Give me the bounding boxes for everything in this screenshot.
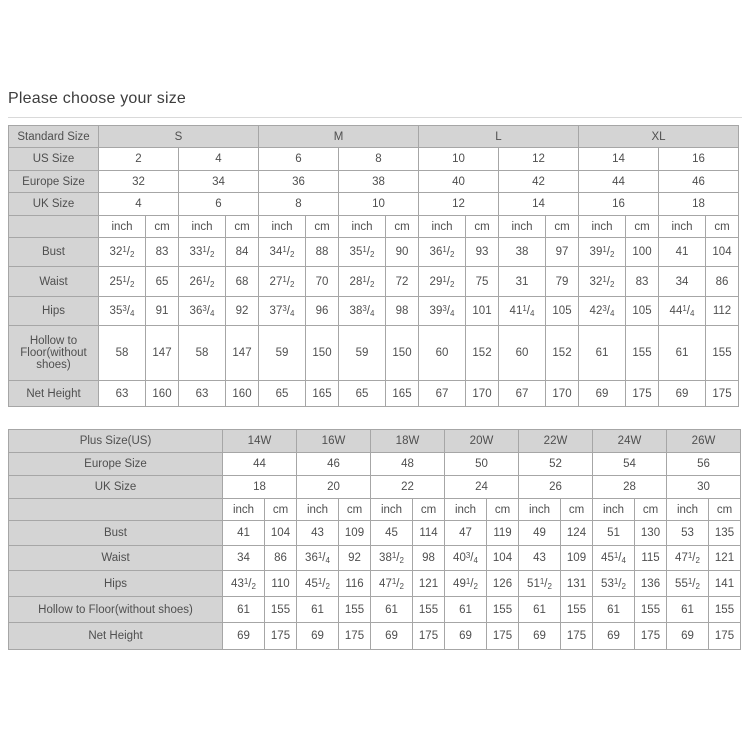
unit-cell: inch <box>259 216 306 238</box>
measurement-cell: 121 <box>709 546 741 571</box>
measurement-cell: 60 <box>499 326 546 381</box>
measurement-cell: 63 <box>99 381 146 407</box>
size-value-cell: 36 <box>259 171 339 193</box>
measurement-cell: 105 <box>546 297 579 326</box>
measurement-cell: 69 <box>223 623 265 650</box>
measurement-cell: 93 <box>466 238 499 267</box>
size-value-cell: 8 <box>339 148 419 171</box>
measurement-cell: 61 <box>659 326 706 381</box>
row-label: Hips <box>9 297 99 326</box>
measurement-cell: 63 <box>179 381 226 407</box>
size-group-cell: 26W <box>667 430 741 453</box>
measurement-cell: $28^1/_2$ <box>339 267 386 297</box>
measurement-cell: 175 <box>339 623 371 650</box>
unit-cell: cm <box>487 499 519 521</box>
unit-cell: cm <box>339 499 371 521</box>
measurement-cell: 91 <box>146 297 179 326</box>
unit-cell: cm <box>413 499 445 521</box>
measurement-cell: $45^1/_4$ <box>593 546 635 571</box>
size-value-cell: 24 <box>445 476 519 499</box>
measurement-cell: 104 <box>706 238 739 267</box>
unit-cell: inch <box>223 499 265 521</box>
size-value-cell: 44 <box>579 171 659 193</box>
size-value-cell: 12 <box>419 193 499 216</box>
measurement-cell: 98 <box>413 546 445 571</box>
measurement-cell: $35^1/_2$ <box>339 238 386 267</box>
measurement-cell: 115 <box>635 546 667 571</box>
size-value-cell: 14 <box>499 193 579 216</box>
size-group-cell: 18W <box>371 430 445 453</box>
measurement-cell: $47^1/_2$ <box>667 546 709 571</box>
row-label: Waist <box>9 267 99 297</box>
measurement-cell: 114 <box>413 521 445 546</box>
measurement-cell: 152 <box>546 326 579 381</box>
measurement-cell: $47^1/_2$ <box>371 571 413 597</box>
measurement-row <box>9 297 739 326</box>
measurement-cell: 60 <box>419 326 466 381</box>
unit-cell: inch <box>339 216 386 238</box>
measurement-cell: 51 <box>593 521 635 546</box>
unit-cell: inch <box>179 216 226 238</box>
measurement-cell: 53 <box>667 521 709 546</box>
unit-cell: inch <box>419 216 466 238</box>
measurement-cell: 65 <box>339 381 386 407</box>
measurement-cell: $51^1/_2$ <box>519 571 561 597</box>
measurement-row <box>9 546 741 571</box>
measurement-cell: 58 <box>99 326 146 381</box>
measurement-cell: 79 <box>546 267 579 297</box>
size-value-cell: 6 <box>179 193 259 216</box>
measurement-cell: 104 <box>265 521 297 546</box>
row-label: Bust <box>9 521 223 546</box>
size-value-cell: 18 <box>659 193 739 216</box>
measurement-cell: 155 <box>487 597 519 623</box>
measurement-cell: 170 <box>546 381 579 407</box>
measurement-cell: 109 <box>339 521 371 546</box>
size-value-cell: 16 <box>659 148 739 171</box>
row-label: Hollow to Floor(without shoes) <box>9 597 223 623</box>
measurement-cell: 84 <box>226 238 259 267</box>
measurement-cell: 69 <box>297 623 339 650</box>
size-row <box>9 148 739 171</box>
measurement-cell: $49^1/_2$ <box>445 571 487 597</box>
measurement-row <box>9 571 741 597</box>
size-value-cell: 52 <box>519 453 593 476</box>
measurement-cell: $39^3/_4$ <box>419 297 466 326</box>
measurement-cell: 136 <box>635 571 667 597</box>
measurement-cell: 97 <box>546 238 579 267</box>
size-value-cell: 28 <box>593 476 667 499</box>
measurement-cell: 68 <box>226 267 259 297</box>
size-group-cell: 20W <box>445 430 519 453</box>
measurement-cell: 109 <box>561 546 593 571</box>
row-label: Waist <box>9 546 223 571</box>
row-label: Plus Size(US) <box>9 430 223 453</box>
size-value-cell: 10 <box>339 193 419 216</box>
size-value-cell: 46 <box>297 453 371 476</box>
title-divider <box>8 117 742 118</box>
measurement-cell: 69 <box>659 381 706 407</box>
measurement-cell: $25^1/_2$ <box>99 267 146 297</box>
row-label: UK Size <box>9 476 223 499</box>
measurement-cell: 34 <box>659 267 706 297</box>
size-value-cell: 46 <box>659 171 739 193</box>
measurement-cell: 126 <box>487 571 519 597</box>
measurement-row <box>9 238 739 267</box>
row-label: UK Size <box>9 193 99 216</box>
row-label: Bust <box>9 238 99 267</box>
measurement-cell: 155 <box>706 326 739 381</box>
size-group-cell: XL <box>579 126 739 148</box>
measurement-cell: 155 <box>626 326 659 381</box>
measurement-cell: 141 <box>709 571 741 597</box>
measurement-cell: 43 <box>297 521 339 546</box>
size-value-cell: 10 <box>419 148 499 171</box>
measurement-cell: 38 <box>499 238 546 267</box>
unit-cell: cm <box>561 499 593 521</box>
measurement-cell: 69 <box>579 381 626 407</box>
unit-cell: inch <box>445 499 487 521</box>
measurement-cell: 101 <box>466 297 499 326</box>
measurement-cell: 175 <box>709 623 741 650</box>
size-value-cell: 48 <box>371 453 445 476</box>
measurement-cell: $43^1/_2$ <box>223 571 265 597</box>
unit-cell: inch <box>297 499 339 521</box>
size-value-cell: 50 <box>445 453 519 476</box>
measurement-cell: 160 <box>146 381 179 407</box>
measurement-cell: 116 <box>339 571 371 597</box>
measurement-cell: $45^1/_2$ <box>297 571 339 597</box>
unit-cell: cm <box>306 216 339 238</box>
measurement-row <box>9 623 741 650</box>
measurement-cell: 147 <box>226 326 259 381</box>
unit-cell: inch <box>579 216 626 238</box>
measurement-cell: 61 <box>371 597 413 623</box>
size-group-cell: L <box>419 126 579 148</box>
measurement-cell: 150 <box>386 326 419 381</box>
unit-cell: inch <box>519 499 561 521</box>
size-value-cell: 32 <box>99 171 179 193</box>
measurement-cell: $38^1/_2$ <box>371 546 413 571</box>
measurement-cell: 65 <box>259 381 306 407</box>
measurement-cell: $36^1/_2$ <box>419 238 466 267</box>
measurement-row <box>9 381 739 407</box>
measurement-cell: $42^3/_4$ <box>579 297 626 326</box>
row-label: Hips <box>9 571 223 597</box>
measurement-cell: 69 <box>519 623 561 650</box>
measurement-cell: 175 <box>487 623 519 650</box>
size-group-header-row <box>9 430 741 453</box>
size-value-cell: 20 <box>297 476 371 499</box>
measurement-cell: 88 <box>306 238 339 267</box>
unit-row <box>9 499 741 521</box>
measurement-cell: $37^3/_4$ <box>259 297 306 326</box>
row-label: Europe Size <box>9 171 99 193</box>
measurement-cell: 100 <box>626 238 659 267</box>
unit-cell: cm <box>706 216 739 238</box>
measurement-cell: 67 <box>499 381 546 407</box>
size-value-cell: 2 <box>99 148 179 171</box>
size-group-cell: 16W <box>297 430 371 453</box>
measurement-cell: 165 <box>306 381 339 407</box>
measurement-cell: 69 <box>667 623 709 650</box>
measurement-cell: 61 <box>667 597 709 623</box>
measurement-cell: 45 <box>371 521 413 546</box>
measurement-cell: 175 <box>561 623 593 650</box>
measurement-cell: 96 <box>306 297 339 326</box>
unit-row-label <box>9 499 223 521</box>
unit-cell: cm <box>626 216 659 238</box>
measurement-cell: 175 <box>413 623 445 650</box>
row-label: Net Height <box>9 381 99 407</box>
measurement-cell: 90 <box>386 238 419 267</box>
measurement-cell: 61 <box>593 597 635 623</box>
measurement-row <box>9 597 741 623</box>
measurement-cell: $41^1/_4$ <box>499 297 546 326</box>
row-label: Standard Size <box>9 126 99 148</box>
measurement-cell: 61 <box>297 597 339 623</box>
size-group-cell: M <box>259 126 419 148</box>
measurement-cell: 135 <box>709 521 741 546</box>
measurement-cell: $38^3/_4$ <box>339 297 386 326</box>
measurement-cell: 124 <box>561 521 593 546</box>
measurement-cell: $29^1/_2$ <box>419 267 466 297</box>
measurement-cell: 59 <box>259 326 306 381</box>
measurement-cell: 49 <box>519 521 561 546</box>
size-value-cell: 38 <box>339 171 419 193</box>
size-value-cell: 26 <box>519 476 593 499</box>
unit-cell: inch <box>593 499 635 521</box>
measurement-cell: 75 <box>466 267 499 297</box>
measurement-cell: 155 <box>413 597 445 623</box>
measurement-cell: 86 <box>265 546 297 571</box>
measurement-cell: 69 <box>593 623 635 650</box>
measurement-cell: 119 <box>487 521 519 546</box>
measurement-cell: 147 <box>146 326 179 381</box>
measurement-cell: 61 <box>223 597 265 623</box>
unit-row-label <box>9 216 99 238</box>
measurement-cell: 61 <box>579 326 626 381</box>
size-group-header-row <box>9 126 739 148</box>
size-value-cell: 30 <box>667 476 741 499</box>
size-group-cell: 24W <box>593 430 667 453</box>
measurement-cell: 152 <box>466 326 499 381</box>
size-group-cell: 14W <box>223 430 297 453</box>
size-value-cell: 4 <box>179 148 259 171</box>
measurement-cell: $36^1/_4$ <box>297 546 339 571</box>
measurement-cell: $27^1/_2$ <box>259 267 306 297</box>
measurement-cell: $26^1/_2$ <box>179 267 226 297</box>
measurement-cell: 65 <box>146 267 179 297</box>
size-value-cell: 56 <box>667 453 741 476</box>
table-gap <box>8 407 742 429</box>
unit-cell: cm <box>226 216 259 238</box>
unit-cell: inch <box>371 499 413 521</box>
size-value-cell: 8 <box>259 193 339 216</box>
size-group-cell: 22W <box>519 430 593 453</box>
measurement-cell: 175 <box>706 381 739 407</box>
standard-size-table <box>8 125 739 407</box>
measurement-row <box>9 521 741 546</box>
measurement-cell: 41 <box>223 521 265 546</box>
row-label: Net Height <box>9 623 223 650</box>
measurement-cell: 110 <box>265 571 297 597</box>
measurement-cell: 70 <box>306 267 339 297</box>
measurement-cell: 59 <box>339 326 386 381</box>
size-value-cell: 18 <box>223 476 297 499</box>
measurement-row <box>9 267 739 297</box>
measurement-cell: $32^1/_2$ <box>579 267 626 297</box>
size-row <box>9 171 739 193</box>
row-label: US Size <box>9 148 99 171</box>
measurement-cell: 61 <box>445 597 487 623</box>
measurement-cell: 43 <box>519 546 561 571</box>
measurement-cell: 67 <box>419 381 466 407</box>
measurement-cell: 105 <box>626 297 659 326</box>
size-group-cell: S <box>99 126 259 148</box>
plus-size-table <box>8 429 741 650</box>
measurement-cell: 69 <box>445 623 487 650</box>
unit-cell: cm <box>386 216 419 238</box>
size-value-cell: 12 <box>499 148 579 171</box>
measurement-cell: $34^1/_2$ <box>259 238 306 267</box>
measurement-cell: 155 <box>561 597 593 623</box>
measurement-cell: 121 <box>413 571 445 597</box>
measurement-cell: 155 <box>339 597 371 623</box>
measurement-cell: 150 <box>306 326 339 381</box>
unit-cell: inch <box>499 216 546 238</box>
measurement-cell: 83 <box>146 238 179 267</box>
size-value-cell: 44 <box>223 453 297 476</box>
measurement-cell: $32^1/_2$ <box>99 238 146 267</box>
measurement-cell: 58 <box>179 326 226 381</box>
measurement-cell: 112 <box>706 297 739 326</box>
size-value-cell: 6 <box>259 148 339 171</box>
measurement-cell: 61 <box>519 597 561 623</box>
measurement-cell: 92 <box>226 297 259 326</box>
size-value-cell: 54 <box>593 453 667 476</box>
size-value-cell: 22 <box>371 476 445 499</box>
row-label: Hollow to Floor(without shoes) <box>9 326 99 381</box>
size-row <box>9 476 741 499</box>
measurement-cell: 34 <box>223 546 265 571</box>
measurement-cell: 155 <box>709 597 741 623</box>
measurement-cell: 175 <box>265 623 297 650</box>
measurement-cell: 98 <box>386 297 419 326</box>
measurement-cell: 104 <box>487 546 519 571</box>
measurement-cell: 130 <box>635 521 667 546</box>
measurement-cell: 175 <box>635 623 667 650</box>
unit-row <box>9 216 739 238</box>
measurement-cell: 131 <box>561 571 593 597</box>
measurement-cell: 155 <box>635 597 667 623</box>
measurement-cell: $39^1/_2$ <box>579 238 626 267</box>
measurement-cell: 160 <box>226 381 259 407</box>
size-value-cell: 34 <box>179 171 259 193</box>
unit-cell: cm <box>265 499 297 521</box>
unit-cell: cm <box>466 216 499 238</box>
measurement-cell: 155 <box>265 597 297 623</box>
measurement-cell: $40^3/_4$ <box>445 546 487 571</box>
measurement-cell: $36^3/_4$ <box>179 297 226 326</box>
measurement-cell: $35^3/_4$ <box>99 297 146 326</box>
measurement-cell: $44^1/_4$ <box>659 297 706 326</box>
measurement-cell: 83 <box>626 267 659 297</box>
measurement-cell: $53^1/_2$ <box>593 571 635 597</box>
measurement-cell: 69 <box>371 623 413 650</box>
size-value-cell: 14 <box>579 148 659 171</box>
size-value-cell: 40 <box>419 171 499 193</box>
measurement-cell: 175 <box>626 381 659 407</box>
unit-cell: inch <box>667 499 709 521</box>
size-value-cell: 16 <box>579 193 659 216</box>
unit-cell: cm <box>546 216 579 238</box>
measurement-cell: 41 <box>659 238 706 267</box>
measurement-cell: $33^1/_2$ <box>179 238 226 267</box>
size-row <box>9 453 741 476</box>
unit-cell: inch <box>659 216 706 238</box>
size-row <box>9 193 739 216</box>
unit-cell: cm <box>635 499 667 521</box>
size-value-cell: 42 <box>499 171 579 193</box>
measurement-cell: 47 <box>445 521 487 546</box>
measurement-cell: $55^1/_2$ <box>667 571 709 597</box>
unit-cell: cm <box>709 499 741 521</box>
measurement-cell: 170 <box>466 381 499 407</box>
size-value-cell: 4 <box>99 193 179 216</box>
measurement-cell: 92 <box>339 546 371 571</box>
measurement-row <box>9 326 739 381</box>
page-title: Please choose your size <box>8 90 187 107</box>
measurement-cell: 31 <box>499 267 546 297</box>
unit-cell: cm <box>146 216 179 238</box>
measurement-cell: 72 <box>386 267 419 297</box>
row-label: Europe Size <box>9 453 223 476</box>
unit-cell: inch <box>99 216 146 238</box>
measurement-cell: 165 <box>386 381 419 407</box>
measurement-cell: 86 <box>706 267 739 297</box>
